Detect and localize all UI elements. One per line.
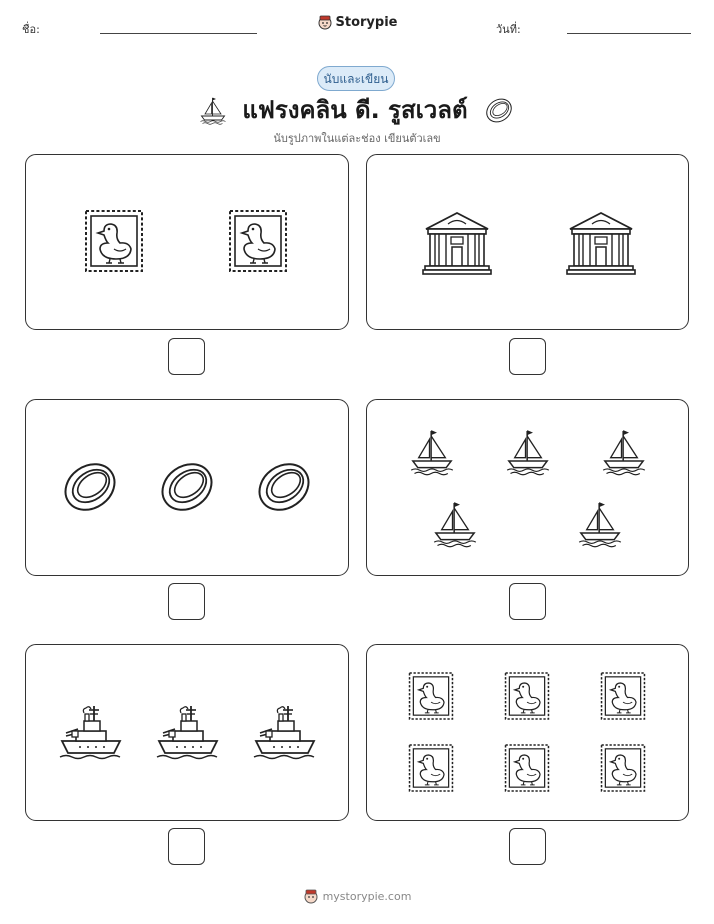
count-panel-2 (366, 154, 689, 330)
duck-stamp-icon (228, 209, 288, 273)
storypie-mascot-icon (303, 888, 319, 904)
duck-stamp-icon (600, 743, 646, 793)
duck-stamp-icon (504, 743, 550, 793)
battleship-icon (155, 703, 221, 763)
date-line[interactable] (567, 33, 691, 34)
page-title-row (0, 90, 714, 131)
date-label: วันที่: (496, 23, 521, 36)
sailboat-icon (198, 95, 228, 125)
count-panel-5 (25, 644, 349, 821)
duck-stamp-icon (408, 671, 454, 721)
answer-box-5[interactable] (168, 828, 205, 865)
page-title: แฟรงคลิน ดี. รูสเวลต์ (242, 96, 468, 124)
brand-name: Storypie (335, 14, 398, 30)
instructions: นับรูปภาพในแต่ละช่อง เขียนตัวเลข (273, 132, 441, 145)
building-icon (566, 209, 636, 275)
name-label: ชื่อ: (22, 23, 40, 36)
battleship-icon (58, 703, 124, 763)
ring-icon (482, 95, 516, 125)
battleship-icon (252, 703, 318, 763)
storypie-mascot-icon (317, 14, 333, 30)
count-panel-1 (25, 154, 349, 330)
activity-badge: นับและเขียน (317, 66, 395, 91)
answer-box-3[interactable] (168, 583, 205, 620)
brand (0, 14, 714, 34)
count-panel-4 (366, 399, 689, 576)
ring-icon (157, 456, 217, 516)
answer-box-6[interactable] (509, 828, 546, 865)
answer-box-4[interactable] (509, 583, 546, 620)
duck-stamp-icon (504, 671, 550, 721)
sailboat-icon (575, 498, 625, 548)
sailboat-icon (407, 426, 457, 476)
footer-url[interactable]: mystorypie.com (322, 889, 412, 903)
count-panel-3 (25, 399, 349, 576)
footer (0, 888, 714, 907)
duck-stamp-icon (600, 671, 646, 721)
ring-icon (254, 456, 314, 516)
answer-box-1[interactable] (168, 338, 205, 375)
sailboat-icon (599, 426, 649, 476)
duck-stamp-icon (408, 743, 454, 793)
count-panel-6 (366, 644, 689, 821)
duck-stamp-icon (84, 209, 144, 273)
ring-icon (60, 456, 120, 516)
building-icon (422, 209, 492, 275)
sailboat-icon (503, 426, 553, 476)
answer-box-2[interactable] (509, 338, 546, 375)
sailboat-icon (430, 498, 480, 548)
